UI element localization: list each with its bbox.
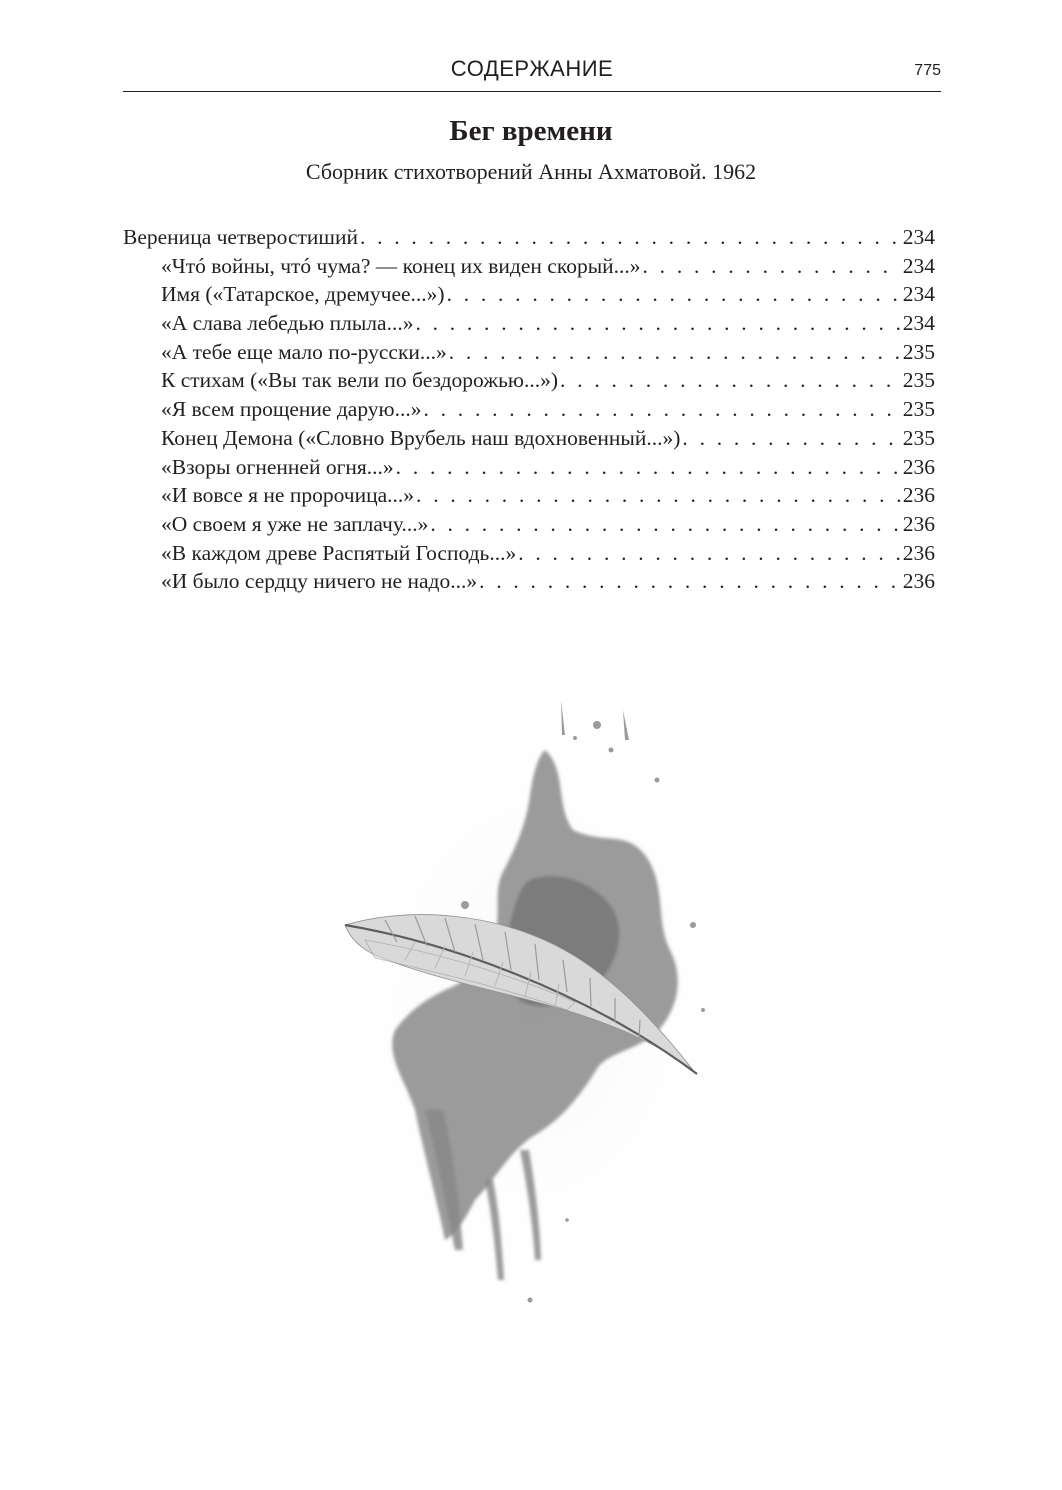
toc-entry-1 xyxy=(123,252,935,281)
toc-entry-page: 235 xyxy=(902,368,935,393)
toc-entry-8 xyxy=(123,453,935,482)
toc-entry-page: 236 xyxy=(902,483,935,508)
toc-entry-11 xyxy=(123,539,935,568)
toc-entry-page: 236 xyxy=(902,511,935,536)
dot-leader xyxy=(682,424,900,453)
toc-entry-6 xyxy=(123,395,935,424)
dot-leader xyxy=(449,338,901,367)
toc-entry-page: 234 xyxy=(902,253,935,278)
toc-entry-title: Конец Демона («Словно Врубель наш вдохновенный...») xyxy=(161,425,681,450)
feather-ink-splash-icon xyxy=(305,680,765,1320)
dot-leader xyxy=(360,223,901,252)
dot-leader xyxy=(430,510,900,539)
toc-entry-page: 234 xyxy=(902,225,935,249)
toc-entry-title: «Чтó войны, чтó чума? — конец их виден скорый...» xyxy=(161,253,641,278)
dot-leader xyxy=(416,481,901,510)
running-header xyxy=(123,55,941,92)
toc-entry-2 xyxy=(123,280,935,309)
toc-entry-title: К стихам («Вы так вели по бездорожью...») xyxy=(161,368,559,393)
section-subtitle: Сборник стихотворений Анны Ахматовой. 1962 xyxy=(305,159,757,184)
toc-entry-4 xyxy=(123,338,935,367)
dot-leader xyxy=(479,567,901,596)
section-title: Бег времени xyxy=(449,115,613,147)
toc-entry-page: 236 xyxy=(902,569,935,594)
toc-entry-title: «А тебе еще мало по-русски...» xyxy=(161,339,447,364)
dot-leader xyxy=(518,539,901,568)
dot-leader xyxy=(415,309,900,338)
toc-entry-title: «В каждом древе Распятый Господь...» xyxy=(161,540,517,565)
toc-entry-9 xyxy=(123,481,935,510)
toc-entry-title: «А слава лебедью плыла...» xyxy=(161,311,414,336)
toc-entry-title: «И было сердцу ничего не надо...» xyxy=(161,569,478,594)
toc-entry-page: 234 xyxy=(902,282,935,307)
dot-leader xyxy=(447,280,901,309)
toc-entry-0 xyxy=(123,223,935,252)
toc-entry-3 xyxy=(123,309,935,338)
toc-entry-page: 235 xyxy=(902,339,935,364)
dot-leader xyxy=(424,395,901,424)
toc-entry-7 xyxy=(123,424,935,453)
dot-leader xyxy=(396,453,901,482)
toc-entry-5 xyxy=(123,366,935,395)
toc-entry-page: 235 xyxy=(902,397,935,422)
toc-entry-page: 234 xyxy=(902,311,935,336)
toc-entry-title: «И вовсе я не пророчица...» xyxy=(161,483,415,508)
toc-entry-10 xyxy=(123,510,935,539)
table-of-contents xyxy=(123,223,935,596)
toc-entry-page: 235 xyxy=(902,425,935,450)
dot-leader xyxy=(560,366,901,395)
toc-entry-title: Вереница четверостиший xyxy=(123,225,358,249)
toc-entry-12 xyxy=(123,567,935,596)
toc-entry-title: Имя («Татарское, дремучее...») xyxy=(161,282,445,307)
toc-entry-page: 236 xyxy=(902,540,935,565)
dot-leader xyxy=(643,252,901,281)
toc-entry-title: «Взоры огненней огня...» xyxy=(161,454,394,479)
running-title: СОДЕРЖАНИЕ xyxy=(450,56,614,81)
toc-entry-page: 236 xyxy=(902,454,935,479)
toc-entry-title: «О своем я уже не заплачу...» xyxy=(161,511,429,536)
toc-entry-title: «Я всем прощение дарую...» xyxy=(161,397,422,422)
page-number: 775 xyxy=(914,62,941,79)
